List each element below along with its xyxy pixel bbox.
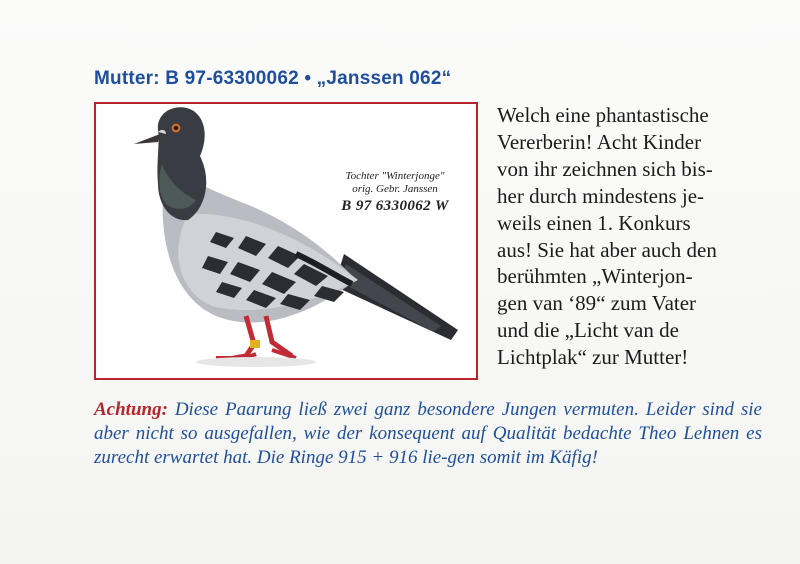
description-line: und die „Licht van de — [497, 318, 679, 343]
description-line: Welch eine phantastische — [497, 103, 709, 127]
description-line: Vererberin! Acht Kinder — [497, 129, 702, 154]
caption-line-1: Tochter "Winterjonge" — [345, 170, 445, 182]
description-line: Lichtplak“ zur Mutter! — [497, 345, 689, 370]
description-line: aus! Sie hat aber auch den — [497, 237, 717, 262]
note-text: Diese Paarung ließ zwei ganz besondere Jungen vermuten. Leider sind sie aber nicht so ausgefallen, wie der konsequent auf Qualität bedachte Theo Lehnen es zurecht erwartet hat. Die Ringe 915 + 916 lie-gen somit im Käfig! — [94, 399, 762, 468]
note-label: Achtung: — [94, 399, 168, 420]
description-line: her durch mindestens je- — [497, 183, 705, 208]
description-line: von ihr zeichnen sich bis- — [497, 156, 713, 181]
photo-caption — [310, 170, 478, 213]
description-paragraph — [497, 102, 759, 371]
description-line: gen van ‘89“ zum Vater — [497, 291, 697, 316]
pigeon-illustration — [96, 104, 476, 378]
caption-line-2: orig. Gebr. Janssen — [352, 183, 438, 195]
note-paragraph — [94, 398, 762, 470]
description-line: berühmten „Winterjon- — [497, 264, 693, 289]
heading: Mutter: B 97-63300062 • „Janssen 062“ — [94, 68, 452, 89]
caption-ring-number: B 97 6330062 W — [341, 198, 449, 214]
description-line: weils einen 1. Konkurs — [497, 210, 691, 235]
pigeon-photo-frame — [94, 102, 478, 380]
